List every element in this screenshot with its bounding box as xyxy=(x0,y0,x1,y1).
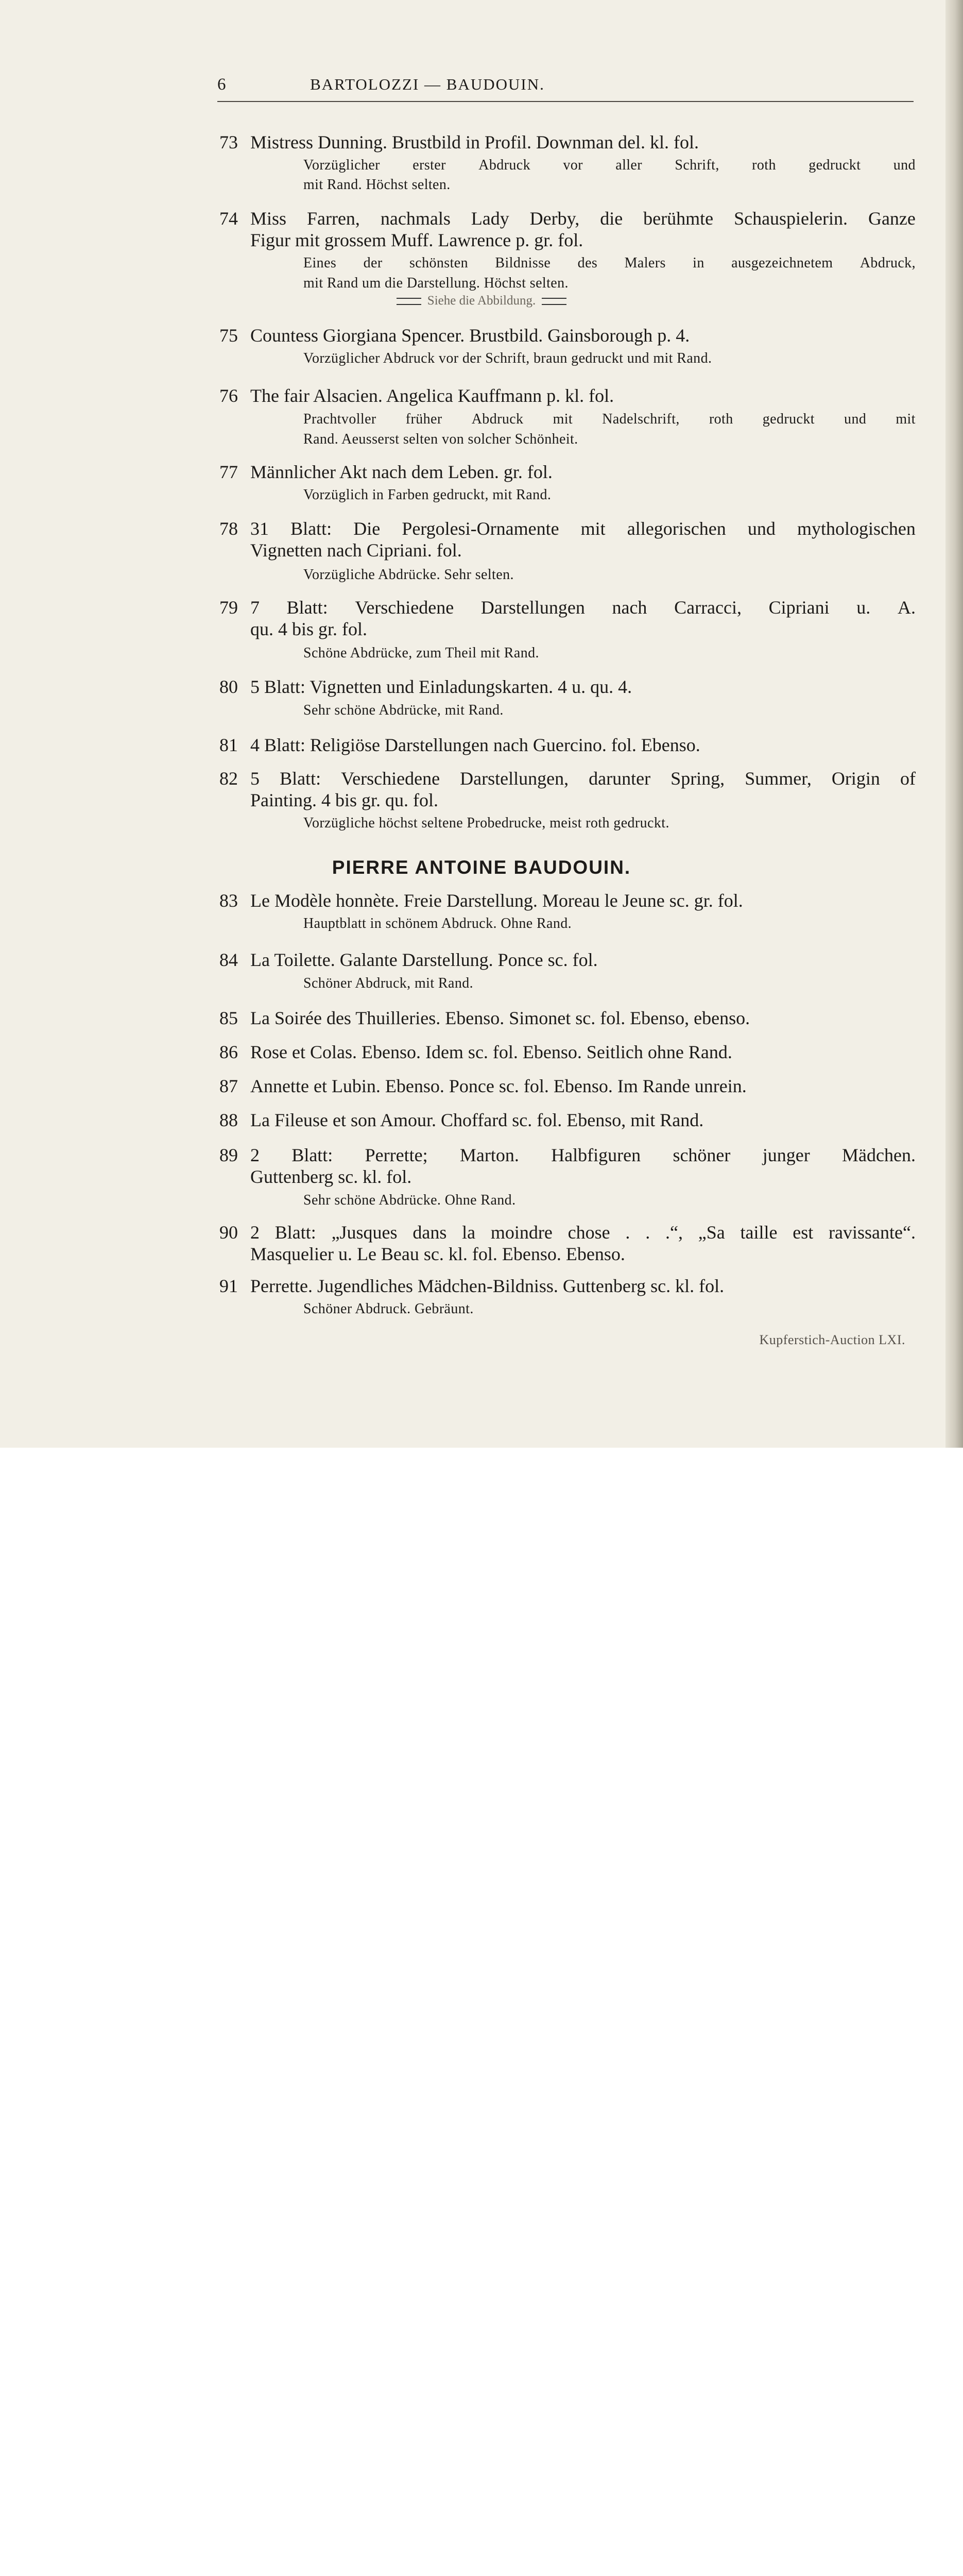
entry-number: 77 xyxy=(219,462,238,482)
entry-note: Vorzügliche Abdrücke. Sehr selten. xyxy=(303,567,514,583)
running-title: BARTOLOZZI — BAUDOUIN. xyxy=(310,75,545,93)
double-rule-right xyxy=(542,298,566,305)
entry-title-line: Perrette. Jugendliches Mädchen-Bildniss. Guttenberg sc. kl. fol. xyxy=(250,1276,725,1296)
catalog-footer: Kupferstich-Auction LXI. xyxy=(759,1332,905,1347)
entry-title-line: La Fileuse et son Amour. Choffard sc. fol. Ebenso, mit Rand. xyxy=(250,1110,704,1130)
entry-title-line: La Soirée des Thuilleries. Ebenso. Simonet sc. fol. Ebenso, ebenso. xyxy=(250,1008,750,1028)
entry-number: 89 xyxy=(219,1145,238,1165)
entry-note: Rand. Aeusserst selten von solcher Schönheit. xyxy=(303,431,578,447)
entry-number: 76 xyxy=(219,385,238,406)
entry-note: mit Rand um die Darstellung. Höchst selten. xyxy=(303,275,569,291)
entry-title-line: Rose et Colas. Ebenso. Idem sc. fol. Ebenso. Seitlich ohne Rand. xyxy=(250,1042,732,1062)
entry-note: mit Rand. Höchst selten. xyxy=(303,177,451,193)
entry-note: Schöner Abdruck. Gebräunt. xyxy=(303,1301,474,1317)
entry-note: Eines der schönsten Bildnisse des Malers in ausgezeichnetem Abdruck, xyxy=(303,255,916,271)
double-rule-left xyxy=(397,298,421,305)
entry-title-line: 5 Blatt: Vignetten und Einladungskarten. 4 u. qu. 4. xyxy=(250,676,632,697)
entry-number: 83 xyxy=(219,890,238,911)
entry-note: Vorzüglich in Farben gedruckt, mit Rand. xyxy=(303,487,552,503)
entry-note: Sehr schöne Abdrücke, mit Rand. xyxy=(303,702,504,718)
entry-title-line: Vignetten nach Cipriani. fol. xyxy=(250,540,462,561)
header-rule xyxy=(217,101,914,102)
entry-title-line: Figur mit grossem Muff. Lawrence p. gr. fol. xyxy=(250,230,583,250)
entry-number: 79 xyxy=(219,597,238,618)
entry-number: 82 xyxy=(219,768,238,789)
entry-title-line: Miss Farren, nachmals Lady Derby, die berühmte Schauspielerin. Ganze xyxy=(250,208,916,229)
entry-title-line: 31 Blatt: Die Pergolesi-Ornamente mit allegorischen und mythologischen xyxy=(250,518,916,539)
entry-note: Schöner Abdruck, mit Rand. xyxy=(303,975,474,991)
illustration-reference-text: Siehe die Abbildung. xyxy=(427,294,536,308)
entry-number: 74 xyxy=(219,208,238,229)
entry-number: 73 xyxy=(219,132,238,152)
entry-note: Vorzüglicher Abdruck vor der Schrift, braun gedruckt und mit Rand. xyxy=(303,350,712,366)
entry-note: Vorzüglicher erster Abdruck vor aller Schrift, roth gedruckt und xyxy=(303,157,916,173)
entry-title-line: Männlicher Akt nach dem Leben. gr. fol. xyxy=(250,462,553,482)
page-number: 6 xyxy=(217,75,226,94)
entry-note: Vorzügliche höchst seltene Probedrucke, meist roth gedruckt. xyxy=(303,815,669,831)
entry-title-line: Painting. 4 bis gr. qu. fol. xyxy=(250,790,439,810)
entry-title-line: La Toilette. Galante Darstellung. Ponce sc. fol. xyxy=(250,950,598,970)
page-edge-shadow xyxy=(945,0,963,1448)
entry-title-line: Mistress Dunning. Brustbild in Profil. Downman del. kl. fol. xyxy=(250,132,699,152)
entry-number: 85 xyxy=(219,1008,238,1028)
entry-title-line: Masquelier u. Le Beau sc. kl. fol. Ebenso. Ebenso. xyxy=(250,1244,625,1264)
entry-title-line: 4 Blatt: Religiöse Darstellungen nach Guercino. fol. Ebenso. xyxy=(250,735,700,755)
entry-number: 86 xyxy=(219,1042,238,1062)
section-heading: PIERRE ANTOINE BAUDOUIN. xyxy=(332,857,631,878)
entry-title-line: 5 Blatt: Verschiedene Darstellungen, darunter Spring, Summer, Origin of xyxy=(250,768,916,789)
entry-title-line: Countess Giorgiana Spencer. Brustbild. Gainsborough p. 4. xyxy=(250,325,690,346)
entry-title-line: Annette et Lubin. Ebenso. Ponce sc. fol. Ebenso. Im Rande unrein. xyxy=(250,1076,747,1096)
entry-number: 75 xyxy=(219,325,238,346)
entry-note: Sehr schöne Abdrücke. Ohne Rand. xyxy=(303,1192,516,1208)
entry-number: 84 xyxy=(219,950,238,970)
entry-note: Schöne Abdrücke, zum Theil mit Rand. xyxy=(303,645,539,661)
entry-number: 90 xyxy=(219,1222,238,1243)
entry-title-line: Guttenberg sc. kl. fol. xyxy=(250,1166,412,1187)
entry-title-line: 7 Blatt: Verschiedene Darstellungen nach Carracci, Cipriani u. A. xyxy=(250,597,916,618)
entry-title-line: 2 Blatt: Perrette; Marton. Halbfiguren schöner junger Mädchen. xyxy=(250,1145,916,1165)
entry-number: 87 xyxy=(219,1076,238,1096)
entry-title-line: Le Modèle honnète. Freie Darstellung. Moreau le Jeune sc. gr. fol. xyxy=(250,890,743,911)
entry-number: 80 xyxy=(219,676,238,697)
entry-note: Prachtvoller früher Abdruck mit Nadelschrift, roth gedruckt und mit xyxy=(303,411,916,427)
illustration-reference xyxy=(0,294,963,308)
entry-title-line: 2 Blatt: „Jusques dans la moindre chose . . .“, „Sa taille est ravissante“. xyxy=(250,1222,916,1243)
entry-number: 78 xyxy=(219,518,238,539)
entry-title-line: qu. 4 bis gr. fol. xyxy=(250,619,368,639)
entry-number: 81 xyxy=(219,735,238,755)
entry-number: 88 xyxy=(219,1110,238,1130)
entry-note: Hauptblatt in schönem Abdruck. Ohne Rand. xyxy=(303,916,572,931)
entry-title-line: The fair Alsacien. Angelica Kauffmann p. kl. fol. xyxy=(250,385,614,406)
entry-number: 91 xyxy=(219,1276,238,1296)
digitization-footer xyxy=(0,1448,963,1518)
